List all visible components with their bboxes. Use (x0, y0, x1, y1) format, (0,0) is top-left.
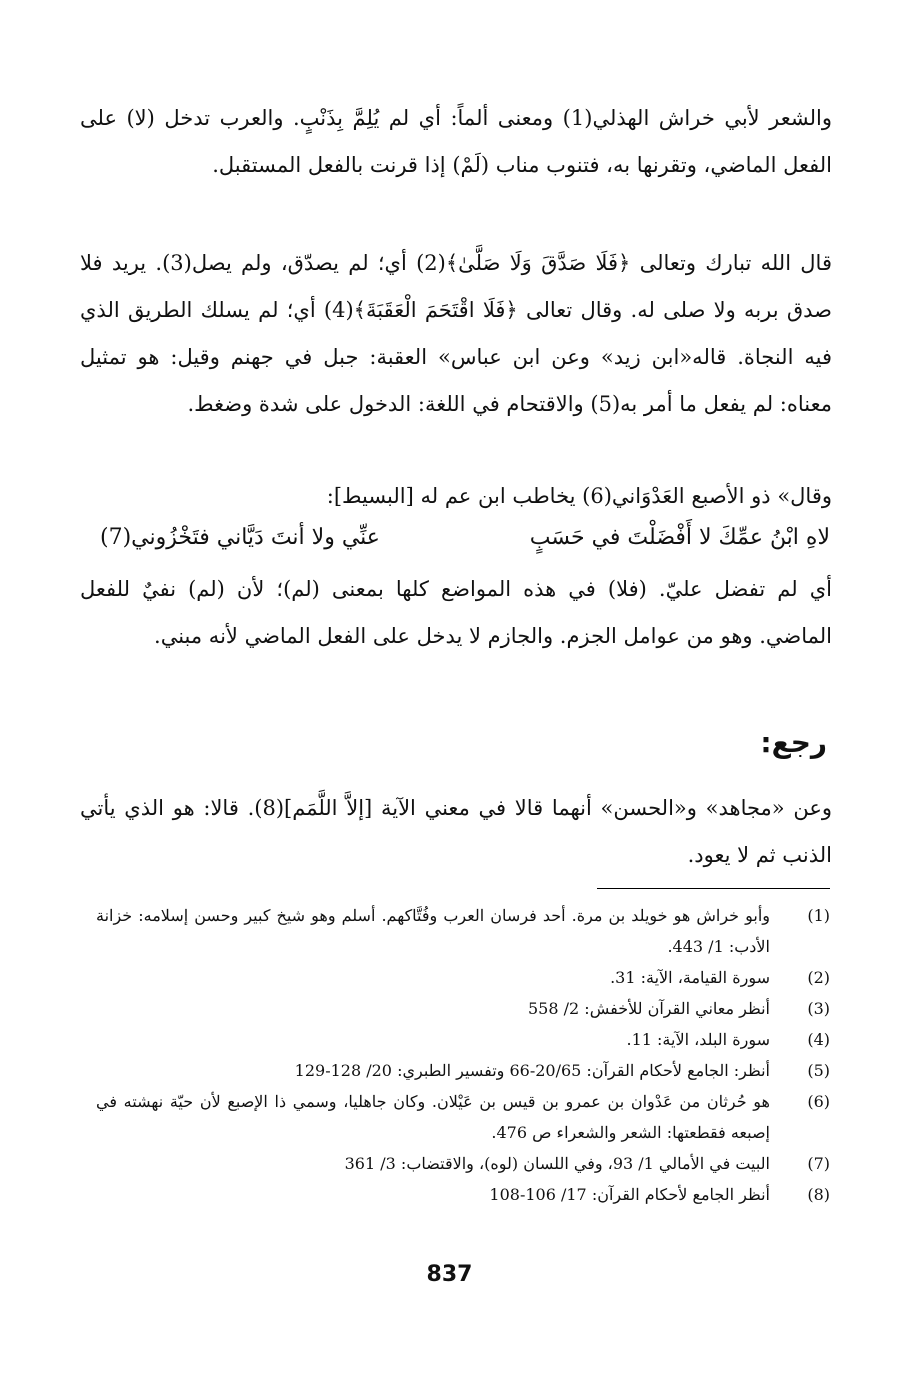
footnote-number: (4) (807, 1030, 830, 1049)
footnote-number: (6) (807, 1092, 830, 1111)
footnote-number: (7) (807, 1154, 830, 1173)
paragraph-poem-intro: وقال» ذو الأصبع العَدْوَاني(6) يخاطب ابن عم له [البسيط]: (326, 484, 832, 508)
footnote-number: (1) (807, 906, 830, 925)
footnote-number: (5) (807, 1061, 830, 1080)
page-number: 837 (426, 1262, 473, 1287)
footnote-item (96, 1024, 836, 1055)
footnote-item (96, 1055, 836, 1086)
footnote-divider (597, 888, 830, 889)
footnote-text: أنظر الجامع لأحكام القرآن: 17/ 106-108 (489, 1185, 770, 1204)
section-heading: رجع: (760, 726, 827, 759)
footnote-item (96, 900, 836, 962)
footnote-item (96, 1086, 836, 1148)
poem-hemistich-second: عنِّي ولا أنتَ دَيَّاني فتَخْزُوني(7) (100, 525, 380, 550)
footnote-number: (2) (807, 968, 830, 987)
paragraph-mujahid: وعن «مجاهد» و«الحسن» أنهما قالا في معني الآية [إلاَّ اللَّمَم](8). قالا: هو الذي يأتي الذنب ثم لا يعود. (80, 796, 832, 867)
footnote-text: سورة البلد، الآية: 11. (626, 1030, 770, 1049)
footnote-text: البيت في الأمالي 1/ 93، وفي اللسان (لوه)، والاقتضاب: 3/ 361 (344, 1154, 770, 1173)
poem-verse (100, 516, 830, 560)
footnote-text: أنظر: الجامع لأحكام القرآن: 20/65-66 وتفسير الطبري: 20/ 128-129 (294, 1061, 770, 1080)
poem-hemistich-first: لاهِ ابْنُ عمِّكَ لا أَفْضَلْتَ في حَسَبٍ (529, 525, 830, 550)
footnote-text: وأبو خراش هو خويلد بن مرة. أحد فرسان العرب وفُتَّاكهم. أسلم وهو شيخ كبير وحسن إسلامه: خزانة الأدب: 1/ 443. (96, 906, 770, 956)
footnote-item (96, 993, 836, 1024)
paragraph-poet-note: والشعر لأبي خراش الهذلي(1) ومعنى ألماً: أي لم يُلِمَّ بِذَنْبٍ. والعرب تدخل (لا) على الفعل الماضي، وتقرنها به، فتنوب مناب (لَمْ) إذا قرنت بالفعل المستقبل. (80, 106, 832, 177)
footnote-text: هو حُرثان من عَدْوان بن عمرو بن قيس بن عَيْلان. وكان جاهليا، وسمي ذا الإصبع لأن حيّة نهشته في إصبعه فقطعتها: الشعر والشعراء ص 476. (96, 1092, 770, 1142)
footnote-item (96, 1179, 836, 1210)
footnote-text: سورة القيامة، الآية: 31. (610, 968, 770, 987)
footnotes (96, 900, 836, 1210)
paragraph-quran-explanation: قال الله تبارك وتعالى ﴿فَلَا صَدَّقَ وَلَا صَلَّىٰ﴾(2) أي؛ لم يصدّق، ولم يصل(3). يريد فلا صدق بربه ولا صلى له. وقال تعالى ﴿فَلَا اقْتَحَمَ الْعَقَبَةَ﴾(4) أي؛ لم يسلك الطريق الذي فيه النجاة. قاله«ابن زيد» وعن ابن عباس» العقبة: جبل في جهنم وقيل: هو تمثيل معناه: لم يفعل ما أمر به(5) والاقتحام في اللغة: الدخول على شدة وضغط. (80, 251, 832, 416)
footnote-item (96, 962, 836, 993)
footnote-item (96, 1148, 836, 1179)
footnote-number: (8) (807, 1185, 830, 1204)
footnote-text: أنظر معاني القرآن للأخفش: 2/ 558 (528, 999, 770, 1018)
footnote-number: (3) (807, 999, 830, 1018)
poem-line (100, 516, 830, 560)
paragraph-explanation: أي لم تفضل عليّ. (فلا) في هذه المواضع كلها بمعنى (لم)؛ لأن (لم) نفيٌ للفعل الماضي. وهو من عوامل الجزم. والجازم لا يدخل على الفعل الماضي لأنه مبني. (80, 577, 832, 648)
